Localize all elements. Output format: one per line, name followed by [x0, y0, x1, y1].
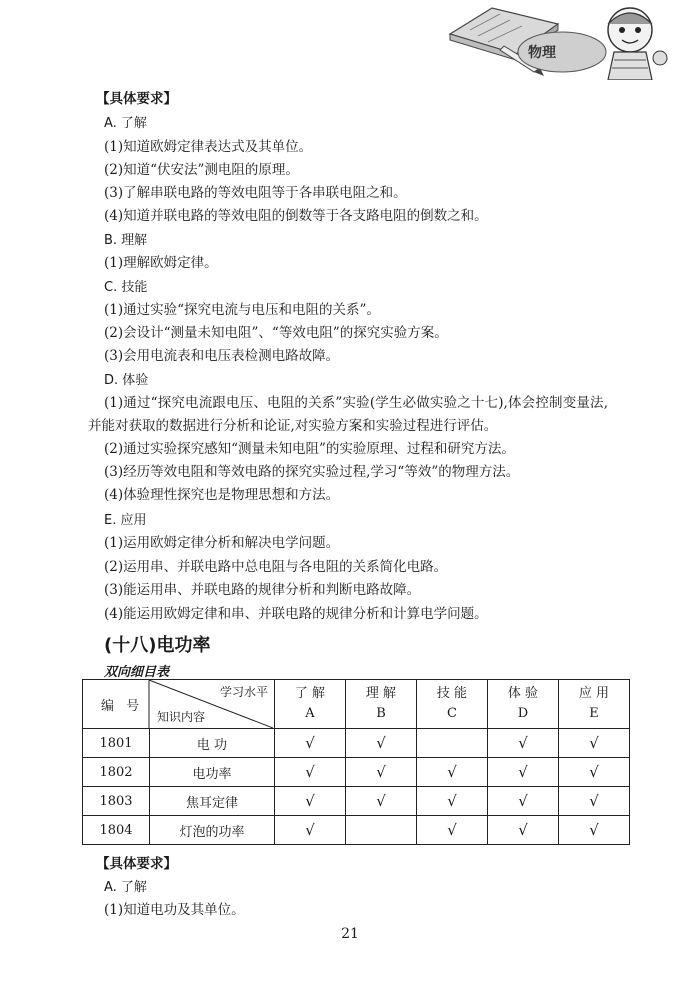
table-row: [83, 758, 630, 787]
paragraph-item: (1)通过“探究电流跟电压、电阻的关系”实验(学生必做实验之十七),体会控制变量法,并能对获取的数据进行分析和论证,对实验方案和实验过程进行评估。: [88, 395, 608, 434]
list-item: (3)能运用串、并联电路的规律分析和判断电路故障。: [104, 582, 421, 598]
requirements-label-2: 【具体要求】: [96, 856, 177, 872]
number-header: 编 号: [101, 699, 144, 714]
chapter-title: (十八)电功率: [104, 635, 211, 656]
list-item: (3)会用电流表和电压表检测电路故障。: [104, 348, 340, 364]
row-content: 焦耳定律: [150, 787, 275, 816]
table-row: [83, 787, 630, 816]
diag-top-label: 学习水平: [219, 685, 268, 699]
row-content: 电功率: [150, 758, 275, 787]
check-cell: √: [417, 787, 488, 816]
subject-label: 物理: [528, 45, 556, 61]
list-item: (4)能运用欧姆定律和串、并联电路的规律分析和计算电学问题。: [104, 606, 488, 622]
list-item: (1)理解欧姆定律。: [104, 255, 218, 271]
check-cell: √: [417, 758, 488, 787]
diag-bottom-label: 知识内容: [157, 710, 206, 724]
check-cell: √: [275, 729, 346, 758]
row-id: 1804: [83, 816, 150, 845]
check-cell: √: [488, 816, 559, 845]
row-id: 1801: [83, 729, 150, 758]
check-cell: [417, 729, 488, 758]
list-item: (2)知道“伏安法”测电阻的原理。: [104, 162, 299, 178]
section-title-a: A. 了解: [104, 116, 147, 131]
diagonal-header-cell: [83, 680, 275, 729]
table-row: [83, 729, 630, 758]
check-cell: [346, 816, 417, 845]
knowledge-table: [82, 679, 630, 845]
check-cell: √: [488, 729, 559, 758]
list-item: (2)会设计“测量未知电阻”、“等效电阻”的探究实验方案。: [104, 325, 448, 341]
list-item: (3)经历等效电阻和等效电路的探究实验过程,学习“等效”的物理方法。: [104, 464, 520, 480]
row-id: 1803: [83, 787, 150, 816]
row-id: 1802: [83, 758, 150, 787]
list-item: (2)通过实验探究感知“测量未知电阻”的实验原理、过程和研究方法。: [104, 441, 515, 457]
check-cell: √: [346, 758, 417, 787]
section-title-e: E. 应用: [104, 513, 147, 528]
section-title-a-2: A. 了解: [104, 880, 147, 895]
row-content: 电 功: [150, 729, 275, 758]
level-header: 体 验 D: [488, 680, 559, 729]
level-header: 技 能 C: [417, 680, 488, 729]
section-title-c: C. 技能: [104, 280, 148, 295]
list-item: (2)运用串、并联电路中总电阻与各电阻的关系简化电路。: [104, 559, 448, 575]
level-header: 应 用 E: [559, 680, 630, 729]
level-header: 了 解 A: [275, 680, 346, 729]
check-cell: √: [275, 787, 346, 816]
row-content: 灯泡的功率: [150, 816, 275, 845]
list-item: (4)知道并联电路的等效电阻的倒数等于各支路电阻的倒数之和。: [104, 208, 488, 224]
level-header: 理 解 B: [346, 680, 417, 729]
check-cell: √: [488, 758, 559, 787]
check-cell: √: [559, 758, 630, 787]
header-illustration: [430, 0, 700, 80]
section-title-d: D. 体验: [104, 373, 149, 388]
list-item: (1)通过实验“探究电流与电压和电阻的关系”。: [104, 302, 380, 318]
check-cell: √: [488, 787, 559, 816]
list-item: (3)了解串联电路的等效电阻等于各串联电阻之和。: [104, 185, 407, 201]
table-header-row: [83, 680, 630, 729]
check-cell: √: [275, 816, 346, 845]
list-item: (1)知道欧姆定律表达式及其单位。: [104, 139, 313, 155]
table-title: 双向细目表: [104, 665, 170, 680]
list-item: (1)知道电功及其单位。: [104, 902, 245, 918]
list-item: (1)运用欧姆定律分析和解决电学问题。: [104, 535, 340, 551]
check-cell: √: [559, 729, 630, 758]
check-cell: √: [559, 816, 630, 845]
book-pencil-icon: [430, 0, 700, 80]
list-item: (4)体验理性探究也是物理思想和方法。: [104, 487, 340, 503]
check-cell: √: [275, 758, 346, 787]
table-row: [83, 816, 630, 845]
check-cell: √: [559, 787, 630, 816]
page-number: 21: [341, 926, 359, 942]
section-title-b: B. 理解: [104, 233, 148, 248]
check-cell: √: [346, 787, 417, 816]
check-cell: √: [417, 816, 488, 845]
check-cell: √: [346, 729, 417, 758]
requirements-label: 【具体要求】: [96, 91, 177, 107]
